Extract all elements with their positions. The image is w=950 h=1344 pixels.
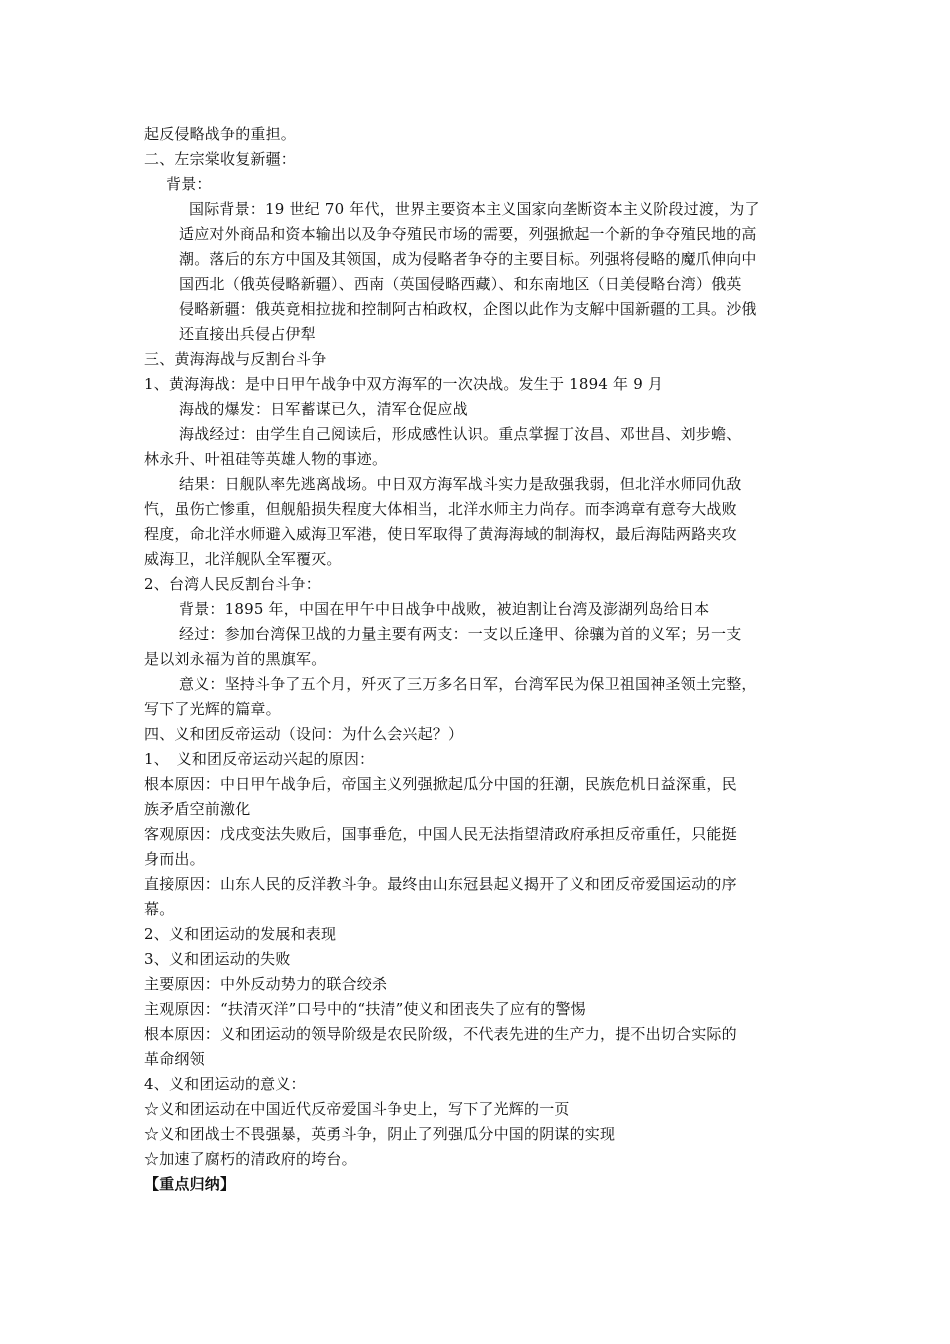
- text-line: 主观原因：“扶清灭洋”口号中的“扶清”使义和团丧失了应有的警惕: [144, 1000, 586, 1018]
- subheading: 4、义和团运动的意义：: [144, 1075, 306, 1093]
- text-line: 幕。: [144, 900, 175, 918]
- text-line: 革命纲领: [144, 1050, 205, 1068]
- text-line: 侵略新疆：俄英竟相拉拢和控制阿古柏政权，企图以此作为支解中国新疆的工具。沙俄: [179, 300, 757, 318]
- text-line: 海战的爆发：日军蓄谋已久，清军仓促应战: [179, 400, 468, 418]
- document-body: [144, 122, 816, 1197]
- subheading: 2、义和团运动的发展和表现: [144, 925, 337, 943]
- subheading: 1、 义和团反帝运动兴起的原因：: [144, 750, 375, 768]
- star-list-item: ☆加速了腐朽的清政府的垮台。: [144, 1150, 357, 1168]
- subheading: 背景：: [166, 175, 212, 193]
- text-line: 身而出。: [144, 850, 205, 868]
- text-line: 国际背景：19 世纪 70 年代，世界主要资本主义国家向垄断资本主义阶段过渡，为了: [189, 200, 760, 218]
- text-line: 意义：坚持斗争了五个月，歼灭了三万多名日军，台湾军民为保卫祖国神圣领土完整，: [179, 675, 757, 693]
- subheading: 1、黄海海战：是中日甲午战争中双方海军的一次决战。发生于 1894 年 9 月: [144, 375, 664, 393]
- text-line: 根本原因：中日甲午战争后，帝国主义列强掀起瓜分中国的狂潮，民族危机日益深重，民: [144, 775, 737, 793]
- text-line: 主要原因：中外反动势力的联合绞杀: [144, 975, 388, 993]
- text-line: 程度，命北洋水师避入威海卫军港，使日军取得了黄海海域的制海权，最后海陆两路夹攻: [144, 525, 737, 543]
- text-line: 直接原因：山东人民的反洋教斗争。最终由山东冠县起义揭开了义和团反帝爱国运动的序: [144, 875, 737, 893]
- section-heading: 四、义和团反帝运动（设问：为什么会兴起？）: [144, 725, 464, 743]
- text-line: 写下了光辉的篇章。: [144, 700, 281, 718]
- text-line: 背景：1895 年，中国在甲午中日战争中战败，被迫割让台湾及澎湖列岛给日本: [179, 600, 710, 618]
- text-line: 起反侵略战争的重担。: [144, 125, 297, 143]
- text-line: 客观原因：戊戌变法失败后，国事垂危，中国人民无法指望清政府承担反帝重任，只能挺: [144, 825, 737, 843]
- subheading: 3、义和团运动的失败: [144, 950, 291, 968]
- text-line: 潮。落后的东方中国及其领国，成为侵略者争夺的主要目标。列强将侵略的魔爪伸向中: [179, 250, 757, 268]
- section-heading: 三、黄海海战与反割台斗争: [144, 350, 327, 368]
- text-line: 威海卫，北洋舰队全军覆灭。: [144, 550, 342, 568]
- star-list-item: ☆义和团战士不畏强暴，英勇斗争，阴止了列强瓜分中国的阴谋的实现: [144, 1125, 616, 1143]
- text-line: 国西北（俄英侵略新疆）、西南（英国侵略西藏）、和东南地区（日美侵略台湾）俄英: [179, 275, 742, 293]
- text-line: 结果：日舰队率先逃离战场。中日双方海军战斗实力是敌强我弱，但北洋水师同仇敌: [179, 475, 742, 493]
- text-line: 海战经过：由学生自己阅读后，形成感性认识。重点掌握丁汝昌、邓世昌、刘步蟾、: [179, 425, 742, 443]
- section-heading: 二、左宗棠收复新疆：: [144, 150, 297, 168]
- text-line: 根本原因：义和团运动的领导阶级是农民阶级，不代表先进的生产力，提不出切合实际的: [144, 1025, 737, 1043]
- subheading: 2、台湾人民反割台斗争：: [144, 575, 321, 593]
- star-list-item: ☆义和团运动在中国近代反帝爱国斗争史上，写下了光辉的一页: [144, 1100, 570, 1118]
- text-line: 适应对外商品和资本输出以及争夺殖民市场的需要，列强掀起一个新的争夺殖民地的高: [179, 225, 757, 243]
- text-line: 是以刘永福为首的黑旗军。: [144, 650, 327, 668]
- text-line: 林永升、叶祖硅等英雄人物的事迹。: [144, 450, 388, 468]
- text-line: 忾，虽伤亡惨重，但舰船损失程度大体相当，北洋水师主力尚存。而李鸿章有意夸大战败: [144, 500, 737, 518]
- text-line: 还直接出兵侵占伊犁: [179, 325, 316, 343]
- key-points-heading: 【重点归纳】: [144, 1175, 236, 1193]
- text-line: 经过：参加台湾保卫战的力量主要有两支：一支以丘逢甲、徐骧为首的义军；另一支: [179, 625, 742, 643]
- text-line: 族矛盾空前激化: [144, 800, 251, 818]
